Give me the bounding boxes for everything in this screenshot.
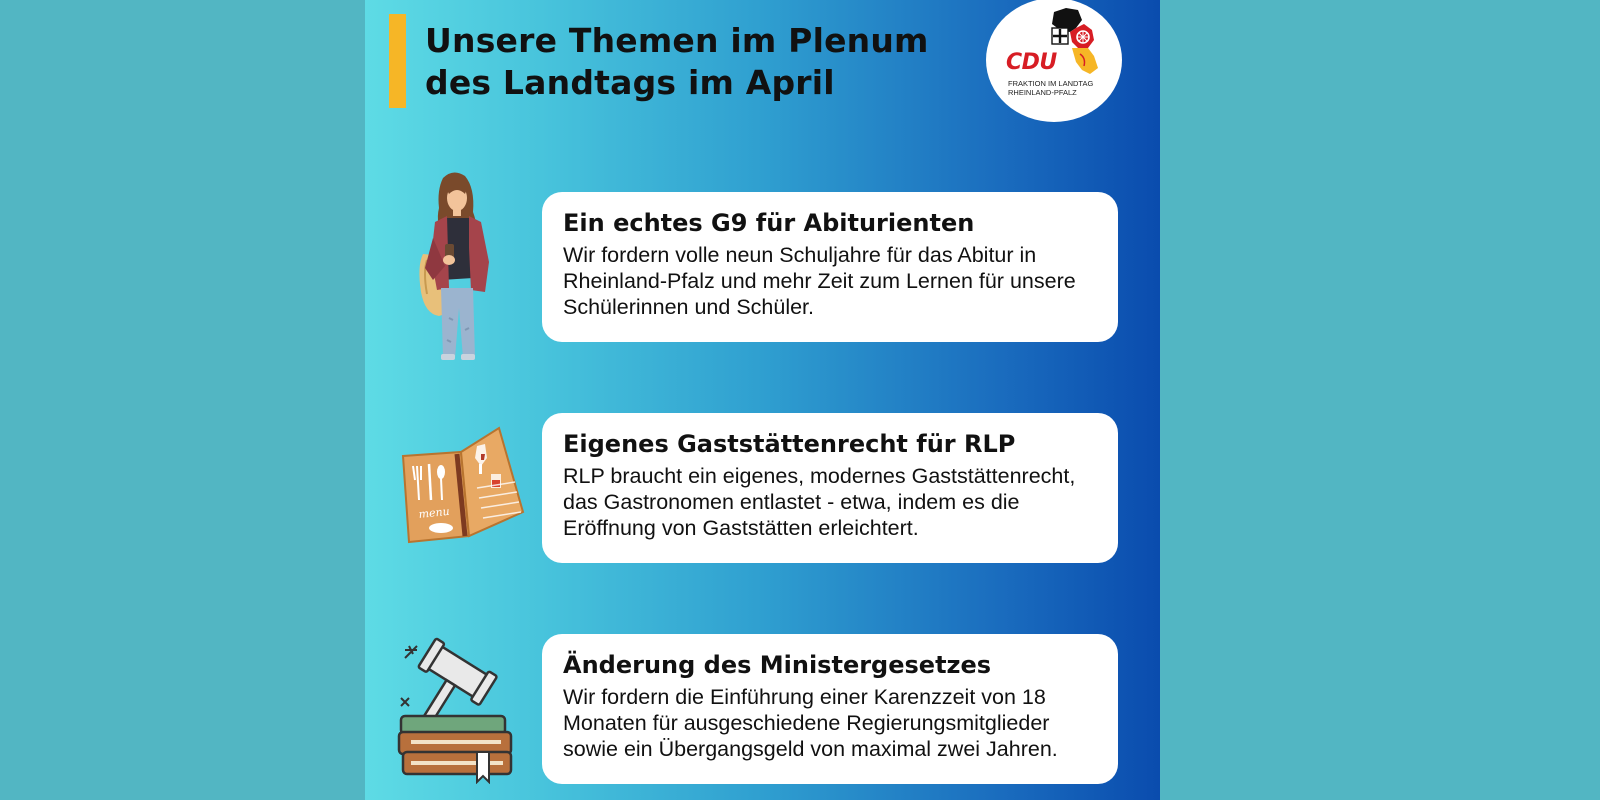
page-title-line-1: Unsere Themen im Plenum — [425, 21, 929, 60]
accent-bar — [389, 14, 406, 108]
logo-subtitle-line-1: FRAKTION IM LANDTAG — [1008, 79, 1094, 88]
topic-title: Eigenes Gaststättenrecht für RLP — [563, 430, 1016, 458]
topic-card-gaststaettenrecht — [542, 413, 1118, 563]
page-title-line-2: des Landtags im April — [425, 63, 835, 102]
topic-text: RLP braucht ein eigenes, modernes Gaststättenrecht, das Gastronomen entlastet - etwa, indem es die Eröffnung von Gaststätten erleichtert. — [563, 464, 1076, 540]
logo-subtitle-line-2: RHEINLAND-PFALZ — [1008, 88, 1077, 97]
infographic-panel — [365, 0, 1160, 800]
student-icon — [405, 168, 501, 364]
topic-text: Wir fordern volle neun Schuljahre für das Abitur in Rheinland-Pfalz und mehr Zeit zum Lernen für unsere Schülerinnen und Schüler. — [563, 243, 1076, 319]
topic-title: Ein echtes G9 für Abiturienten — [563, 209, 975, 237]
page-title — [425, 20, 965, 104]
cdu-wordmark: CDU — [1006, 50, 1057, 75]
logo-subtitle — [1008, 79, 1104, 97]
topic-card-ministergesetz — [542, 634, 1118, 784]
menu-card-icon — [395, 424, 527, 554]
topic-text: Wir fordern die Einführung einer Karenzzeit von 18 Monaten für ausgeschiedene Regierungsmitglieder sowie ein Übergangsgeld von maximal zwei Jahren. — [563, 685, 1058, 761]
topic-title: Änderung des Ministergesetzes — [563, 651, 992, 679]
cdu-logo — [986, 0, 1122, 122]
topic-card-g9 — [542, 192, 1118, 342]
gavel-icon — [395, 636, 523, 784]
menu-word: menu — [417, 504, 451, 521]
